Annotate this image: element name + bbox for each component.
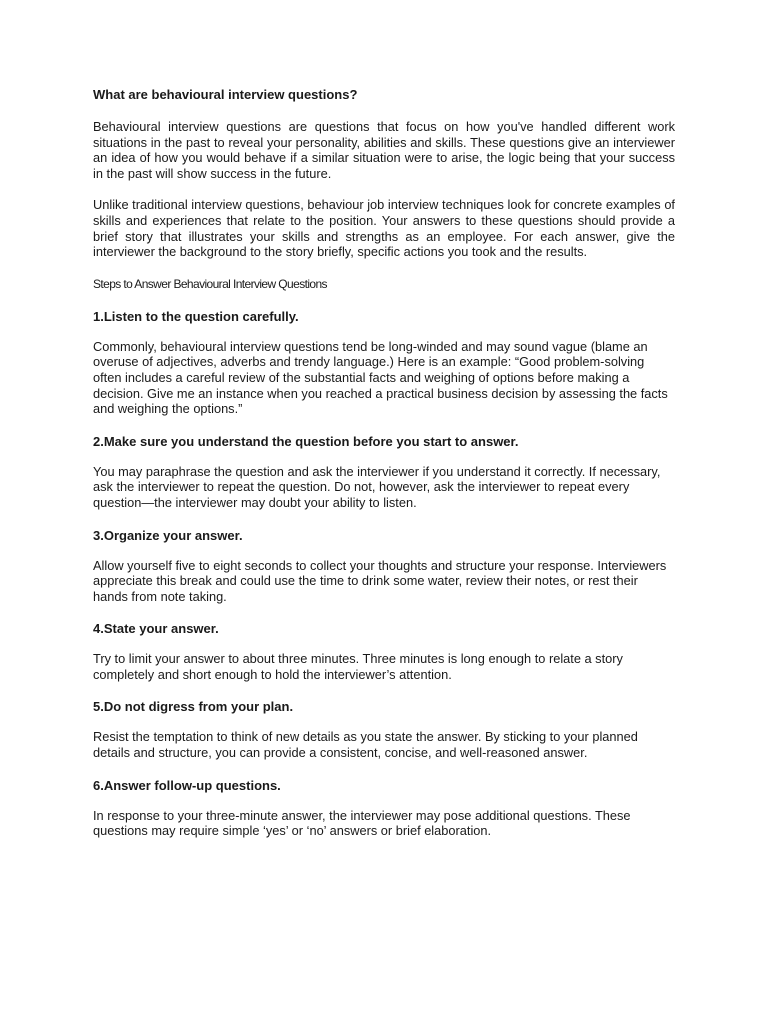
step-section-4 <box>93 620 675 682</box>
document-title: What are behavioural interview questions? <box>93 87 358 102</box>
step-body: You may paraphrase the question and ask the interviewer if you understand it correctly. If necessary, ask the interviewer to repeat the question. Do not, however, ask the interviewer to repeat every question—the interviewer may doubt your ability to listen. <box>93 463 661 510</box>
step-section-6 <box>93 777 675 839</box>
step-section-3 <box>93 527 675 605</box>
step-heading: 5.Do not digress from your plan. <box>93 699 294 715</box>
step-heading: 6.Answer follow-up questions. <box>93 777 281 793</box>
step-section-2 <box>93 433 675 511</box>
step-body: Try to limit your answer to about three minutes. Three minutes is long enough to relate a story completely and short enough to hold the interviewer’s attention. <box>93 651 623 682</box>
step-heading: 4.State your answer. <box>93 621 219 637</box>
step-heading: 2.Make sure you understand the question before you start to answer. <box>93 433 519 449</box>
step-heading: 1.Listen to the question carefully. <box>93 308 299 324</box>
step-heading: 3.Organize your answer. <box>93 527 243 543</box>
intro-paragraph: Behavioural interview questions are questions that focus on how you've handled different work situations in the past to reveal your personality, abilities and skills. These questions give an interviewer an idea of how you would behave if a similar situation were to arise, the logic being that your success in the past will show success in the future. <box>93 119 675 181</box>
step-body: Allow yourself five to eight seconds to collect your thoughts and structure your response. Interviewers appreciate this break and could use the time to drink some water, review their notes, or rest their hands from note taking. <box>93 557 667 604</box>
steps-caption: Steps to Answer Behavioural Interview Questions <box>93 276 327 291</box>
step-body: Resist the temptation to think of new details as you state the answer. By sticking to your planned details and structure, you can provide a consistent, concise, and well-reasoned answer. <box>93 729 638 761</box>
step-section-1 <box>93 308 675 417</box>
step-body: In response to your three-minute answer, the interviewer may pose additional questions. These questions may require simple ‘yes’ or ‘no’ answers or brief elaboration. <box>93 807 631 839</box>
step-body: Commonly, behavioural interview questions tend be long-winded and may sound vague (blame an overuse of adjectives, adverbs and trendy language.) Here is an example: “Good problem-solving often includes a careful review of the substantial facts and weighing of options before making a decision. Give me an instance when you reached a practical business decision by assessing the facts and weighing the options.” <box>93 338 668 417</box>
intro-paragraph: Unlike traditional interview questions, behaviour job interview techniques look for concrete examples of skills and experiences that relate to the position. Your answers to these questions should provide a brief story that illustrates your skills and strengths as an employee. For each answer, give the interviewer the background to the story briefly, specific actions you took and the results. <box>93 197 675 260</box>
step-section-5 <box>93 698 675 760</box>
document-page <box>93 86 675 839</box>
